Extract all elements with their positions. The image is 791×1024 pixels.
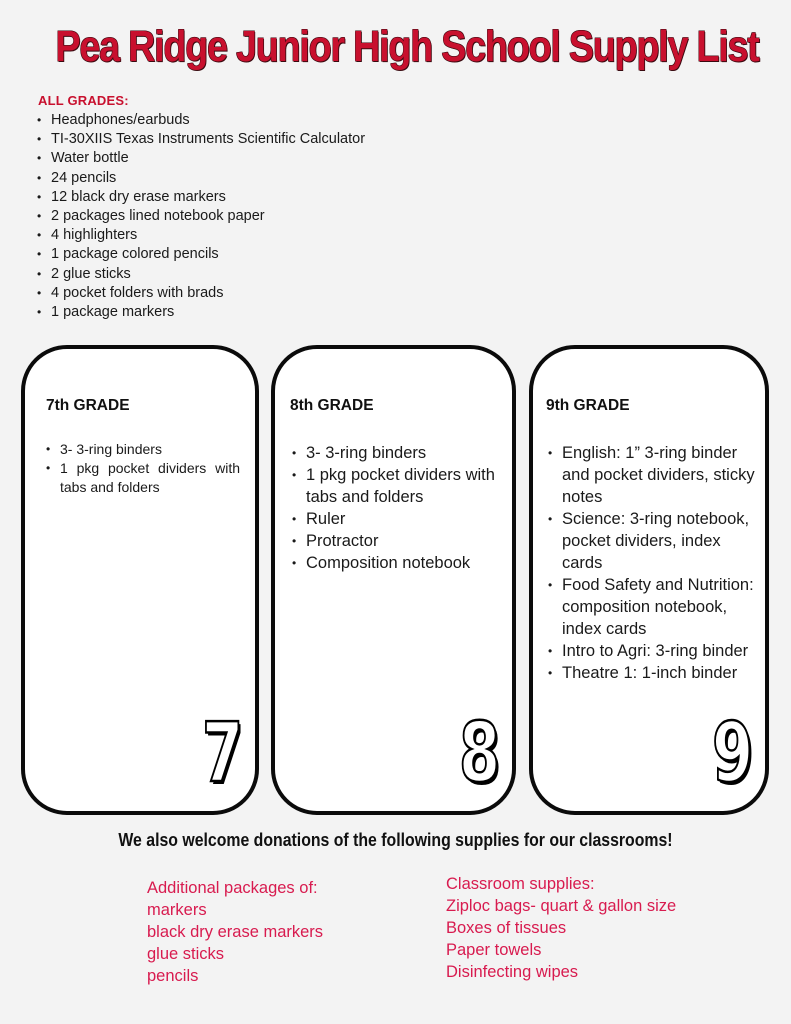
list-item: glue sticks: [147, 945, 225, 963]
list-item: markers: [147, 901, 207, 919]
list-item: • 12 black dry erase markers: [37, 188, 365, 207]
list-item: • 3- 3-ring binders: [46, 440, 240, 459]
page-title: Pea Ridge Junior High School Supply List: [55, 22, 759, 71]
list-item: • 1 package markers: [37, 303, 365, 322]
list-item: • Science: 3-ring notebook, pocket dividers, index cards: [548, 508, 760, 574]
list-item: Paper towels: [446, 941, 542, 959]
list-item: • 1 pkg pocket dividers with tabs and folders: [46, 459, 240, 497]
all-grades-list: [37, 111, 365, 322]
list-item: • 4 pocket folders with brads: [37, 284, 365, 303]
list-item: • 2 glue sticks: [37, 265, 365, 284]
grade-9-number: 9: [711, 706, 753, 801]
list-item: • 3- 3-ring binders: [292, 442, 507, 464]
grade-8-card: [271, 345, 516, 815]
list-item: • TI-30XIIS Texas Instruments Scientific Calculator: [37, 130, 365, 149]
grade-7-list: [46, 440, 240, 497]
list-item: • Composition notebook: [292, 552, 507, 574]
list-item: black dry erase markers: [147, 923, 324, 941]
list-item: • Ruler: [292, 508, 507, 530]
donations-right-list: [446, 873, 676, 983]
list-item: • 4 highlighters: [37, 226, 365, 245]
list-item: • 1 package colored pencils: [37, 245, 365, 264]
grade-9-card: [529, 345, 769, 815]
grade-9-heading: 9th GRADE: [546, 397, 630, 414]
all-grades-heading: ALL GRADES:: [38, 93, 129, 108]
grade-7-heading: 7th GRADE: [46, 397, 130, 414]
list-item: • Protractor: [292, 530, 507, 552]
donations-left-list: [147, 877, 323, 987]
grade-9-list: [548, 442, 760, 684]
list-item: • English: 1” 3-ring binder and pocket dividers, sticky notes: [548, 442, 760, 508]
list-item: • 2 packages lined notebook paper: [37, 207, 365, 226]
donations-heading: We also welcome donations of the following supplies for our classrooms!: [118, 830, 673, 850]
list-item: Boxes of tissues: [446, 919, 567, 937]
list-item: • 1 pkg pocket dividers with tabs and folders: [292, 464, 507, 508]
list-item: Classroom supplies:: [446, 875, 595, 893]
list-item: • Theatre 1: 1-inch binder: [548, 662, 760, 684]
grade-8-list: [292, 442, 507, 574]
grade-8-number: 8: [458, 706, 500, 801]
grade-7-number: 7: [201, 706, 243, 801]
grade-8-heading: 8th GRADE: [290, 397, 374, 414]
list-item: • Intro to Agri: 3-ring binder: [548, 640, 760, 662]
list-item: • Food Safety and Nutrition: composition notebook, index cards: [548, 574, 760, 640]
list-item: Ziploc bags- quart & gallon size: [446, 897, 677, 915]
list-item: pencils: [147, 967, 199, 985]
list-item: • Headphones/earbuds: [37, 111, 365, 130]
list-item: • Water bottle: [37, 149, 365, 168]
list-item: Disinfecting wipes: [446, 963, 579, 981]
grade-7-card: [21, 345, 259, 815]
list-item: Additional packages of:: [147, 879, 318, 897]
list-item: • 24 pencils: [37, 169, 365, 188]
